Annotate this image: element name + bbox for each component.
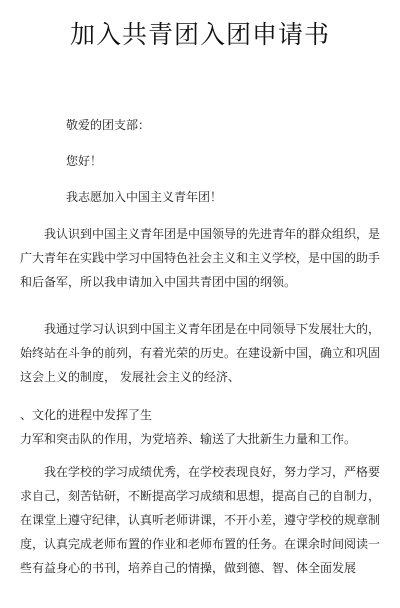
paragraph-3: 我在学校的学习成绩优秀，在学校表现良好，努力学习，严格要求自己，刻苦钻研，不断提高学习成绩和思想，提高自己的自制力，在课堂上遵守纪律，认真听老师讲课，不开小差，遵守学校的规章制度，认真完成老师布置的作业和老师布置的任务。在课余时间阅读一些有益身心的书刊，培养自己的情操，做到德、智、体全面发展 <box>20 465 381 575</box>
paragraph-2: 我通过学习认识到中国主义青年团是在中同领导下发展壮大的，始终站在斗争的前列，有着光荣的历史。在建设新中国，确立和巩固这会上义的制度， 发展社会主义的经济、 <box>20 322 381 384</box>
paragraph-2-fragment-1: 、文化的进程中发挥了生 <box>20 408 153 422</box>
paragraph-1: 我认识到中国主义青年团是中国领导的先进青年的群众组织，是广大青年在实践中学习中国特色社会主义和主义学校，是中国的助手和后备军，所以我申请加入中国共青团中国的纲领。 <box>20 227 381 289</box>
document-title: 加入共青团入团申请书 <box>69 20 330 49</box>
greeting: 您好！ <box>66 154 103 168</box>
salutation: 敬爱的团支部： <box>66 118 151 132</box>
intent-statement: 我志愿加入中国主义青年团！ <box>66 190 223 204</box>
paragraph-2-fragment-2: 力军和突击队的作用，为党培养、输送了大批新生力量和工作。 <box>20 432 357 446</box>
